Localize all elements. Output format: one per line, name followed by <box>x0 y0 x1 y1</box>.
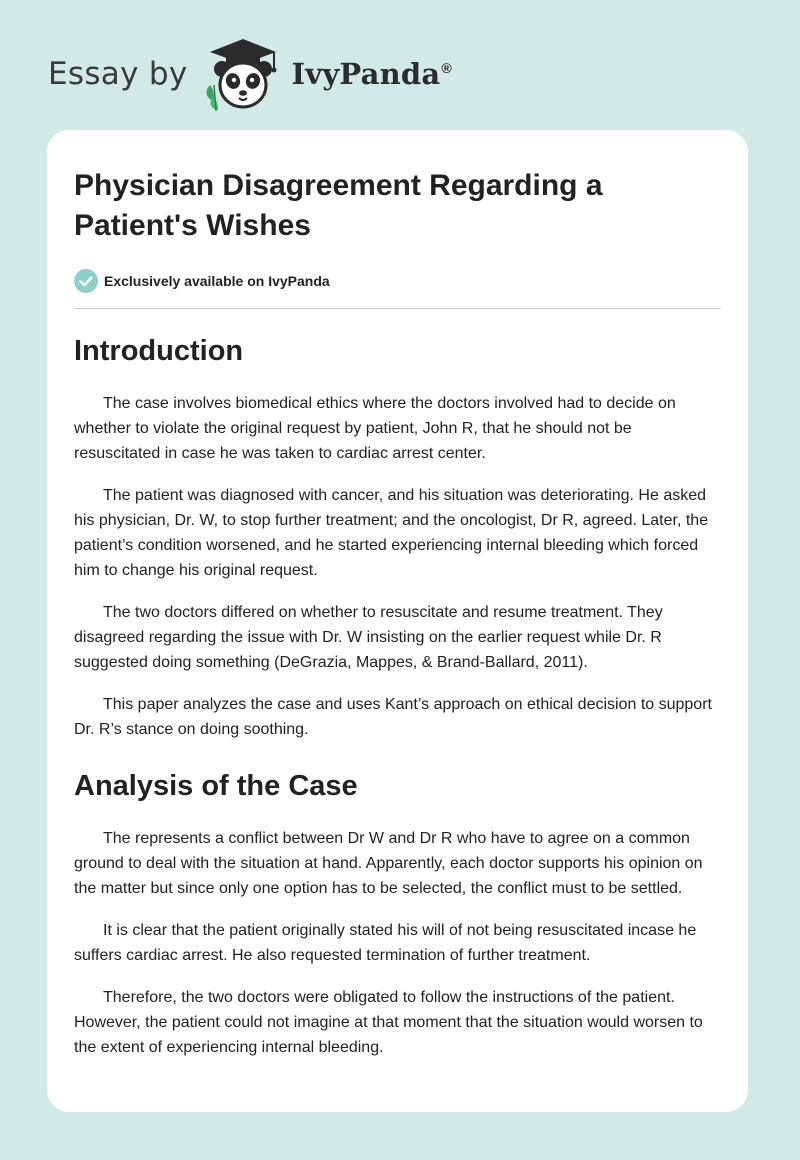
analysis-paragraph-1: The represents a conflict between Dr W and Dr R who have to agree on a common ground to deal with the situation at hand. Apparently, each doctor supports his opinion on the matter but since only one option has to be selected, the conflict must to be settled. <box>74 830 703 897</box>
intro-paragraph-4: This paper analyzes the case and uses Kant’s approach on ethical decision to support Dr. R’s stance on doing soothing. <box>74 696 712 738</box>
intro-paragraph-1: The case involves biomedical ethics where the doctors involved had to decide on whether to violate the original request by patient, John R, that he should not be resuscitated in case he was taken to cardiac arrest center. <box>74 395 676 462</box>
essay-card <box>47 130 748 1112</box>
essay-title: Physician Disagreement Regarding a Patient's Wishes <box>74 169 603 242</box>
panda-logo-icon[interactable] <box>202 35 284 113</box>
analysis-paragraph-2: It is clear that the patient originally stated his will of not being resuscitated incase he suffers cardiac arrest. He also requested termination of further treatment. <box>74 922 697 964</box>
title-divider <box>74 308 721 309</box>
analysis-paragraph-3: Therefore, the two doctors were obligated to follow the instructions of the patient. However, the patient could not imagine at that moment that the situation would worsen to the extent of experiencing internal bleeding. <box>74 989 703 1056</box>
intro-paragraph-3: The two doctors differed on whether to resuscitate and resume treatment. They disagreed regarding the issue with Dr. W insisting on the earlier request while Dr. R suggested doing something (DeGrazia, Mappes, & Brand-Ballard, 2011). <box>74 604 663 671</box>
check-circle-icon <box>74 269 98 293</box>
ivypanda-wordmark[interactable] <box>292 57 452 91</box>
brand-name-text: IvyPanda <box>291 57 441 91</box>
site-header <box>48 34 452 114</box>
section-heading-introduction: Introduction <box>74 335 244 367</box>
essay-by-label: Essay by <box>48 56 188 92</box>
intro-paragraph-2: The patient was diagnosed with cancer, and his situation was deteriorating. He asked his physician, Dr. W, to stop further treatment; and the oncologist, Dr R, agreed. Later, the patient’s condition worsened, and he started experiencing internal bleeding which forced him to change his original request. <box>74 487 709 579</box>
section-heading-analysis: Analysis of the Case <box>74 770 358 802</box>
exclusive-badge <box>74 268 721 294</box>
registered-mark: ® <box>441 60 452 77</box>
exclusive-badge-label: Exclusively available on IvyPanda <box>104 273 330 289</box>
